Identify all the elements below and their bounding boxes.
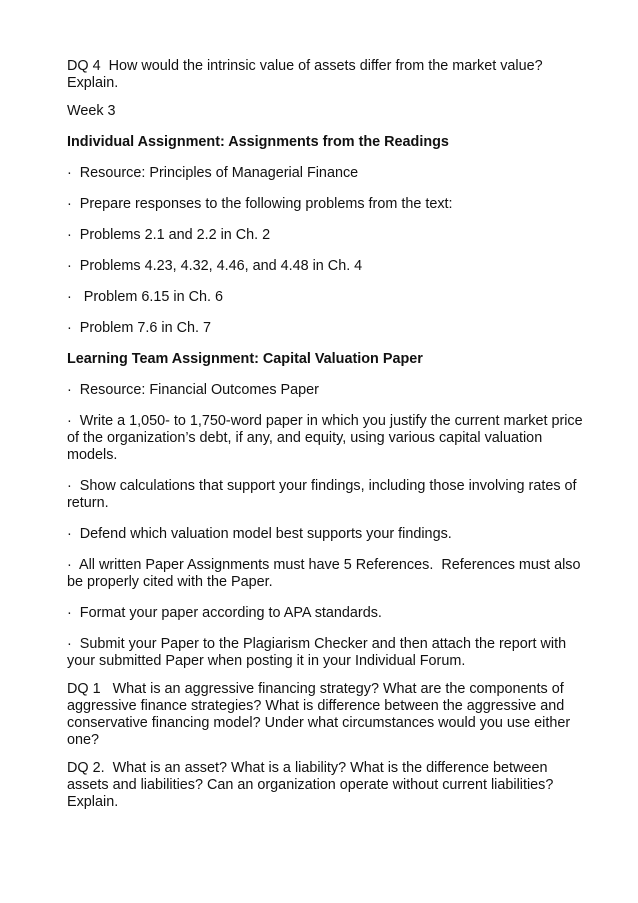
bullet-prepare-responses: · Prepare responses to the following problems from the text: [67, 196, 453, 212]
bullet-references: · All written Paper Assignments must have 5 References. References must also be properly cited with the Paper. [67, 557, 585, 590]
bullet-problems-ch2: · Problems 2.1 and 2.2 in Ch. 2 [67, 227, 271, 243]
paragraph-dq1: DQ 1 What is an aggressive financing strategy? What are the components of aggressive finance strategies? What is difference between the aggressive and conservative financing model? Under what circumstances would you use either one? [67, 681, 575, 748]
bullet-plagiarism-checker: · Submit your Paper to the Plagiarism Checker and then attach the report with your submitted Paper when posting it in your Individual Forum. [67, 636, 571, 669]
bullet-show-calculations: · Show calculations that support your findings, including those involving rates of return. [67, 478, 581, 511]
bullet-problem-ch6: · Problem 6.15 in Ch. 6 [67, 289, 223, 305]
bullet-resource-financial-outcomes: · Resource: Financial Outcomes Paper [67, 382, 319, 398]
bullet-write-paper: · Write a 1,050- to 1,750-word paper in which you justify the current market price of the organization’s debt, if any, and equity, using various capital valuation models. [67, 413, 587, 463]
document-body [67, 58, 592, 825]
heading-individual-assignment: Individual Assignment: Assignments from the Readings [67, 134, 449, 150]
paragraph-dq4: DQ 4 How would the intrinsic value of assets differ from the market value? Explain. [67, 58, 547, 91]
bullet-defend-model: · Defend which valuation model best supports your findings. [67, 526, 452, 542]
bullet-problem-ch7: · Problem 7.6 in Ch. 7 [67, 320, 211, 336]
paragraph-week-3: Week 3 [67, 103, 116, 119]
paragraph-dq2: DQ 2. What is an asset? What is a liability? What is the difference between assets and liabilities? Can an organization operate without current liabilities? Explain. [67, 760, 558, 810]
heading-learning-team-assignment: Learning Team Assignment: Capital Valuation Paper [67, 351, 423, 367]
bullet-resource-principles: · Resource: Principles of Managerial Finance [67, 165, 359, 181]
bullet-apa-format: · Format your paper according to APA standards. [67, 605, 382, 621]
bullet-problems-ch4: · Problems 4.23, 4.32, 4.46, and 4.48 in Ch. 4 [67, 258, 363, 274]
